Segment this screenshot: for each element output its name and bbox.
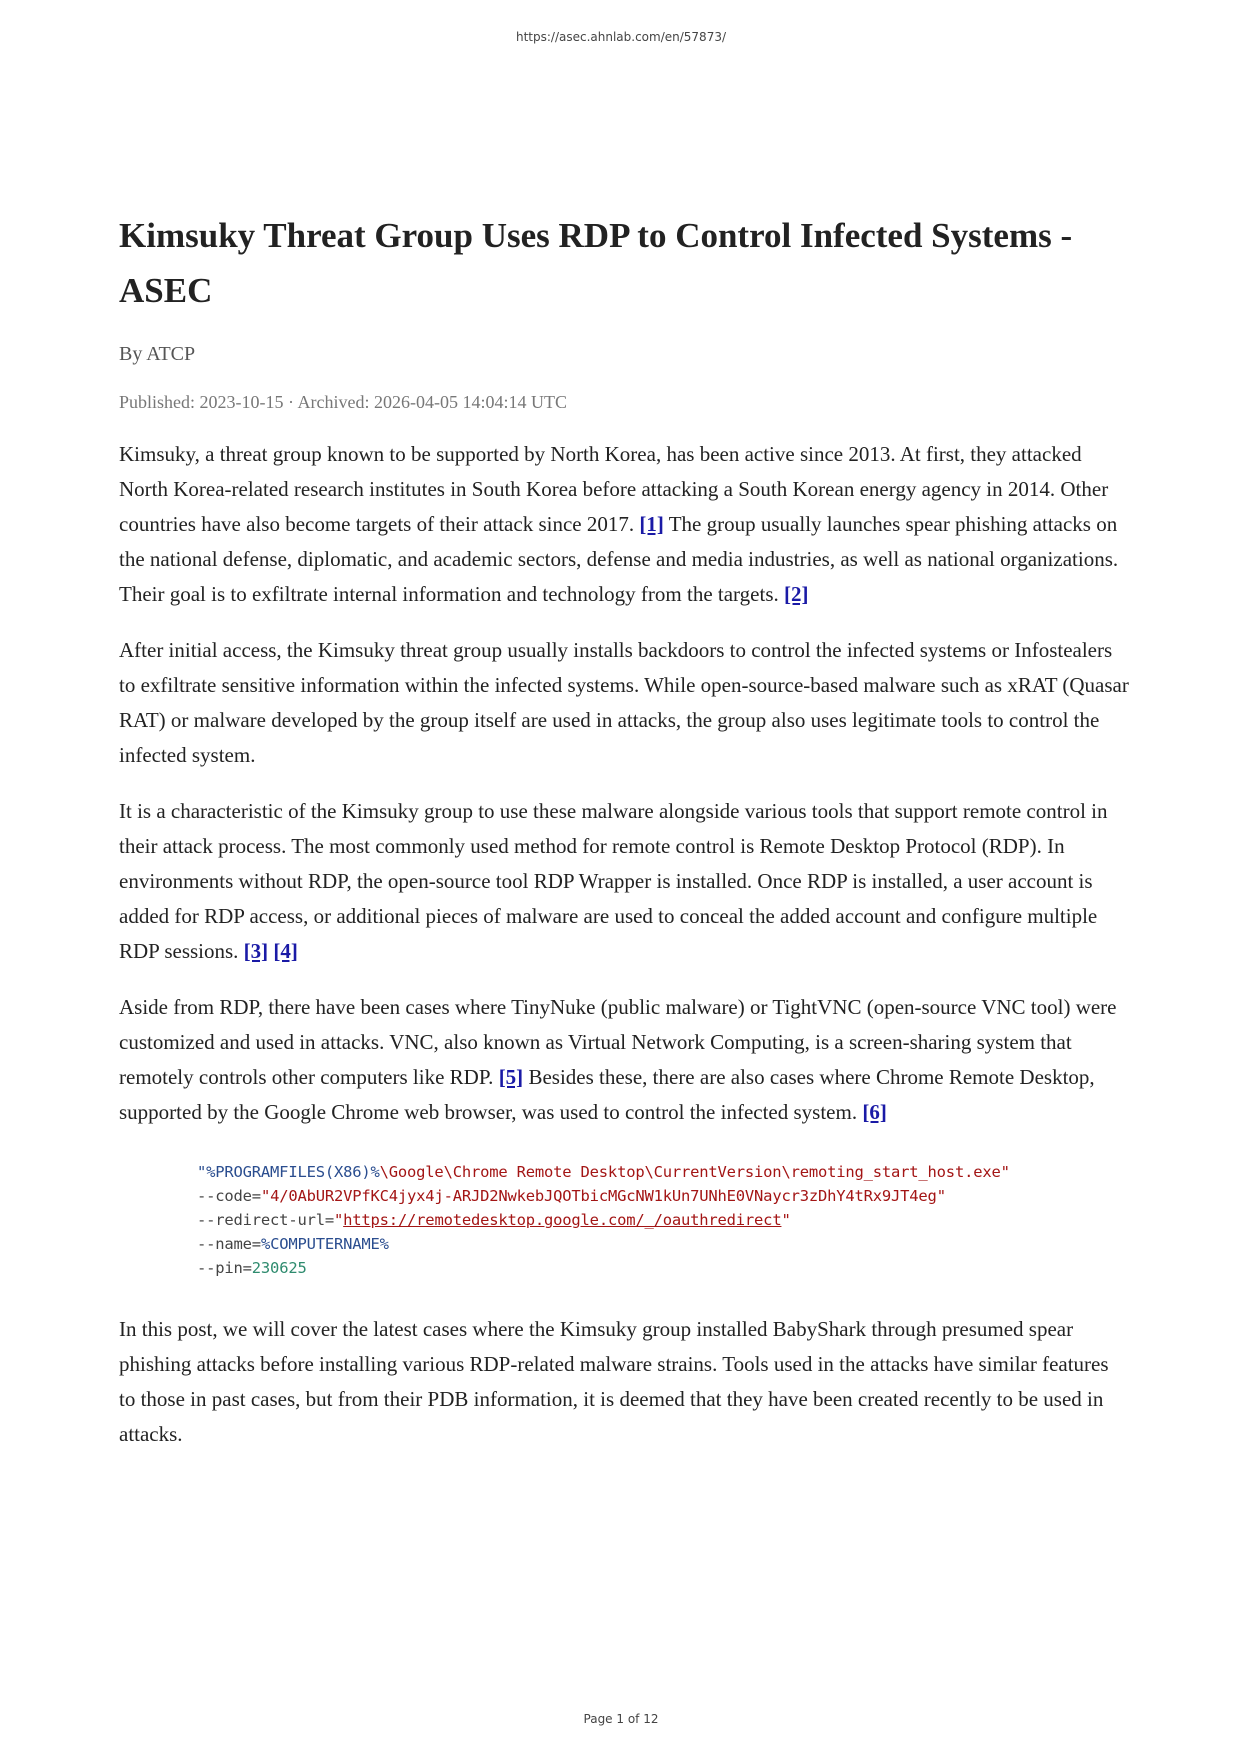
code-arg-value: %COMPUTERNAME% [260, 1235, 389, 1253]
reference-link-3[interactable]: [3] [243, 939, 269, 963]
page-footer: Page 1 of 12 [583, 1712, 659, 1726]
article-title: Kimsuky Threat Group Uses RDP to Control Infected Systems - ASEC [119, 216, 1073, 310]
code-arg-value: 230625 [251, 1259, 307, 1277]
article [119, 208, 1129, 1452]
reference-link-5[interactable]: [5] [498, 1065, 524, 1089]
code-line-3 [197, 1208, 1129, 1232]
code-quote: " [333, 1211, 344, 1229]
paragraph-3 [119, 794, 1129, 969]
code-path-rest: \Google\Chrome Remote Desktop\CurrentVersion\remoting_start_host.exe" [379, 1163, 1010, 1181]
code-arg-key: --pin= [197, 1259, 252, 1277]
paragraph-text: After initial access, the Kimsuky threat group usually installs backdoors to control the infected systems or Infostealers to exfiltrate sensitive information within the infected systems. While open-source-based malware such as xRAT (Quasar RAT) or malware developed by the group itself are used in attacks, the group also uses legitimate tools to control the infected system. [119, 638, 1129, 767]
reference-link-2[interactable]: [2] [784, 582, 809, 606]
paragraph-text: Kimsuky, a threat group known to be supported by North Korea, has been active since 2013. At first, they attacked North Korea-related research institutes in South Korea before attacking a South Korean energy agency in 2014. Other countries have also become targets of their attack since 2017. [119, 442, 1109, 536]
page-url-header: https://asec.ahnlab.com/en/57873/ [515, 30, 727, 44]
code-line-1 [197, 1160, 1129, 1184]
paragraph-4 [119, 990, 1129, 1130]
code-quote: " [781, 1211, 791, 1229]
paragraph-1 [119, 437, 1129, 612]
code-line-5 [197, 1256, 1129, 1280]
article-byline: By ATCP [119, 343, 196, 365]
code-arg-key: --redirect-url= [197, 1211, 334, 1229]
paragraph-text: Besides these, there are also cases where Chrome Remote Desktop, supported by the Google Chrome web browser, was used to control the infected system. [119, 1065, 1095, 1124]
paragraph-5 [119, 1312, 1129, 1452]
reference-link-6[interactable]: [6] [862, 1100, 887, 1124]
paragraph-text: It is a characteristic of the Kimsuky group to use these malware alongside various tools that support remote control in their attack process. The most commonly used method for remote control is Remote Desktop Protocol (RDP). In environments without RDP, the open-source tool RDP Wrapper is installed. Once RDP is installed, a user account is added for RDP access, or additional pieces of malware are used to conceal the added account and configure multiple RDP sessions. [119, 799, 1108, 963]
code-url: https://remotedesktop.google.com/_/oauthredirect [343, 1211, 782, 1229]
code-screenshot-figure [197, 1160, 1129, 1280]
code-arg-key: --name= [197, 1235, 261, 1253]
code-path-variable: "%PROGRAMFILES(X86)% [197, 1163, 380, 1181]
code-line-4 [197, 1232, 1129, 1256]
paragraph-text: The group usually launches spear phishing attacks on the national defense, diplomatic, and academic sectors, defense and media industries, as well as national organizations. Their goal is to exfiltrate internal information and technology from the targets. [119, 512, 1119, 606]
reference-link-4[interactable]: [4] [273, 939, 298, 963]
code-arg-value: "4/0AbUR2VPfKC4jyx4j-ARJD2NwkebJQOTbicMGcNW1kUn7UNhE0VNaycr3zDhY4tRx9JT4eg" [260, 1187, 946, 1205]
paragraph-text: Aside from RDP, there have been cases where TinyNuke (public malware) or TightVNC (open-source VNC tool) were customized and used in attacks. VNC, also known as Virtual Network Computing, is a screen-sharing system that remotely controls other computers like RDP. [119, 995, 1117, 1089]
code-arg-key: --code= [197, 1187, 261, 1205]
paragraph-2 [119, 633, 1129, 773]
reference-link-1[interactable]: [1] [639, 512, 664, 536]
article-meta: Published: 2023-10-15 · Archived: 2026-04-05 14:04:14 UTC [119, 392, 567, 412]
paragraph-text: In this post, we will cover the latest cases where the Kimsuky group installed BabyShark through presumed spear phishing attacks before installing various RDP-related malware strains. Tools used in the attacks have similar features to those in past cases, but from their PDB information, it is deemed that they have been created recently to be used in attacks. [119, 1317, 1109, 1446]
code-line-2 [197, 1184, 1129, 1208]
